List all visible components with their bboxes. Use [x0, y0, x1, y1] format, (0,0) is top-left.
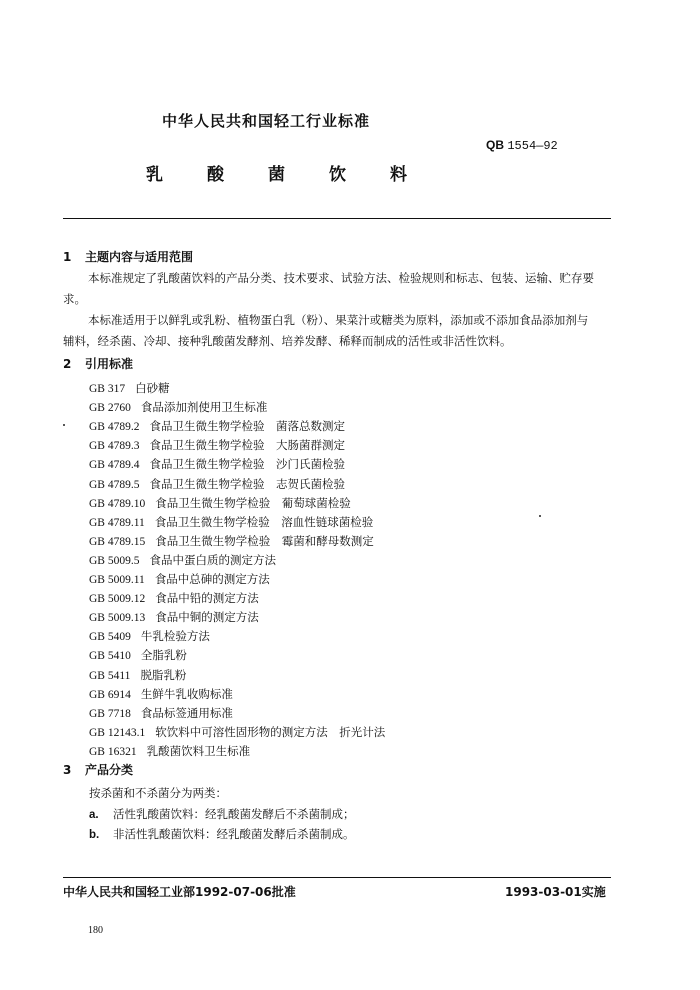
scan-speck — [63, 424, 65, 426]
reference-code: GB 4789.5 — [89, 478, 140, 491]
standard-code-prefix: QB — [486, 138, 504, 152]
reference-standard — [89, 514, 373, 530]
reference-code: GB 4789.4 — [89, 459, 140, 472]
footer-divider — [63, 877, 611, 878]
section-1-title: 主题内容与适用范围 — [85, 250, 194, 264]
reference-standard — [89, 743, 250, 759]
section-2-title: 引用标准 — [85, 357, 134, 371]
item-text: 非活性乳酸菌饮料：经乳酸菌发酵后杀菌制成。 — [113, 827, 355, 841]
reference-code: GB 5409 — [89, 631, 131, 644]
reference-title: 食品卫生微生物学检验 溶血性链球菌检验 — [154, 514, 374, 529]
reference-title: 牛乳检验方法 — [140, 629, 210, 644]
reference-title: 乳酸菌饮料卫生标准 — [146, 743, 251, 758]
reference-standard — [89, 533, 374, 549]
section-3-title: 产品分类 — [85, 763, 134, 777]
reference-title: 食品卫生微生物学检验 菌落总数测定 — [149, 419, 345, 434]
reference-title: 食品标签通用标准 — [140, 705, 233, 720]
reference-code: GB 2760 — [89, 402, 131, 415]
reference-title: 食品卫生微生物学检验 沙门氏菌检验 — [149, 457, 345, 472]
reference-standard — [89, 609, 259, 625]
section-3-number: 3 — [63, 763, 72, 777]
reference-title: 食品中铜的测定方法 — [155, 610, 259, 625]
section-1-heading — [63, 248, 193, 265]
approval-line: 中华人民共和国轻工业部1992-07-06批准 — [63, 885, 296, 899]
reference-title: 食品中蛋白质的测定方法 — [149, 552, 276, 567]
reference-standard — [89, 686, 233, 702]
reference-standard — [89, 418, 345, 434]
scan-speck — [539, 515, 541, 517]
reference-standard — [89, 667, 186, 683]
reference-standard — [89, 705, 233, 721]
reference-code: GB 5009.13 — [89, 612, 146, 625]
reference-code: GB 5411 — [89, 669, 131, 682]
reference-code: GB 5009.12 — [89, 593, 146, 606]
reference-code: GB 4789.11 — [89, 516, 145, 529]
reference-title: 食品中总砷的测定方法 — [154, 572, 270, 586]
classification-item-a — [89, 806, 355, 822]
standard-code-number: 1554—92 — [507, 139, 558, 153]
section-1-paragraph-1: 本标准规定了乳酸菌饮料的产品分类、技术要求、试验方法、检验规则和标志、包装、运输、贮存要求。 — [63, 271, 594, 306]
reference-code: GB 4789.2 — [89, 421, 140, 434]
implementation-date: 1993-03-01实施 — [505, 885, 606, 899]
reference-title: 全脂乳粉 — [140, 648, 187, 663]
item-marker: a. — [89, 809, 99, 821]
reference-title: 食品卫生微生物学检验 志贺氏菌检验 — [149, 476, 345, 491]
reference-title: 生鲜牛乳收购标准 — [140, 686, 233, 701]
section-2-heading — [63, 355, 133, 372]
reference-standard — [89, 456, 345, 472]
reference-title: 脱脂乳粉 — [140, 667, 187, 682]
reference-standard — [89, 590, 259, 606]
reference-title: 食品卫生微生物学检验 葡萄球菌检验 — [155, 495, 351, 510]
reference-code: GB 4789.3 — [89, 440, 140, 453]
reference-title: 白砂糖 — [135, 381, 170, 395]
page-number: 180 — [88, 925, 103, 936]
reference-standard — [89, 380, 170, 396]
issuing-organization: 中华人民共和国轻工行业标准 — [162, 112, 371, 130]
reference-code: GB 5009.5 — [89, 554, 140, 567]
reference-code: GB 5009.11 — [89, 574, 145, 586]
section-3-intro: 按杀菌和不杀菌分为两类： — [89, 786, 227, 800]
reference-standard — [89, 495, 351, 511]
reference-standard — [89, 571, 270, 587]
reference-standard — [89, 476, 345, 492]
section-1-number: 1 — [63, 250, 72, 264]
item-text: 活性乳酸菌饮料：经乳酸菌发酵后不杀菌制成； — [113, 807, 355, 821]
reference-title: 软饮料中可溶性固形物的测定方法 折光计法 — [155, 724, 386, 739]
section-3-heading — [63, 761, 133, 778]
reference-standard — [89, 628, 210, 644]
reference-code: GB 12143.1 — [89, 726, 146, 739]
reference-title: 食品卫生微生物学检验 霉菌和酵母数测定 — [155, 533, 374, 548]
reference-standard — [89, 552, 276, 568]
reference-title: 食品中铅的测定方法 — [155, 591, 259, 606]
reference-code: GB 6914 — [89, 688, 131, 701]
reference-standard — [89, 399, 267, 415]
reference-standard — [89, 647, 187, 663]
reference-title: 食品添加剂使用卫生标准 — [140, 400, 268, 415]
reference-code: GB 16321 — [89, 745, 137, 758]
section-2-number: 2 — [63, 357, 72, 371]
reference-code: GB 4789.15 — [89, 535, 146, 548]
reference-code: GB 4789.10 — [89, 497, 146, 510]
section-1-paragraph-2: 本标准适用于以鲜乳或乳粉、植物蛋白乳（粉）、果菜汁或糖类为原料，添加或不添加食品添加剂与辅料，经杀菌、冷却、接种乳酸菌发酵剂、培养发酵、稀释而制成的活性或非活性饮料。 — [63, 313, 589, 348]
item-marker: b. — [89, 829, 100, 841]
reference-standard — [89, 437, 345, 453]
header-divider — [63, 218, 611, 219]
standard-code — [486, 138, 558, 153]
reference-standard — [89, 724, 385, 740]
reference-title: 食品卫生微生物学检验 大肠菌群测定 — [149, 438, 345, 453]
document-title: 乳酸菌饮料 — [146, 165, 451, 185]
reference-code: GB 7718 — [89, 707, 131, 720]
reference-code: GB 317 — [89, 383, 126, 395]
classification-item-b — [89, 826, 355, 842]
reference-code: GB 5410 — [89, 650, 131, 663]
